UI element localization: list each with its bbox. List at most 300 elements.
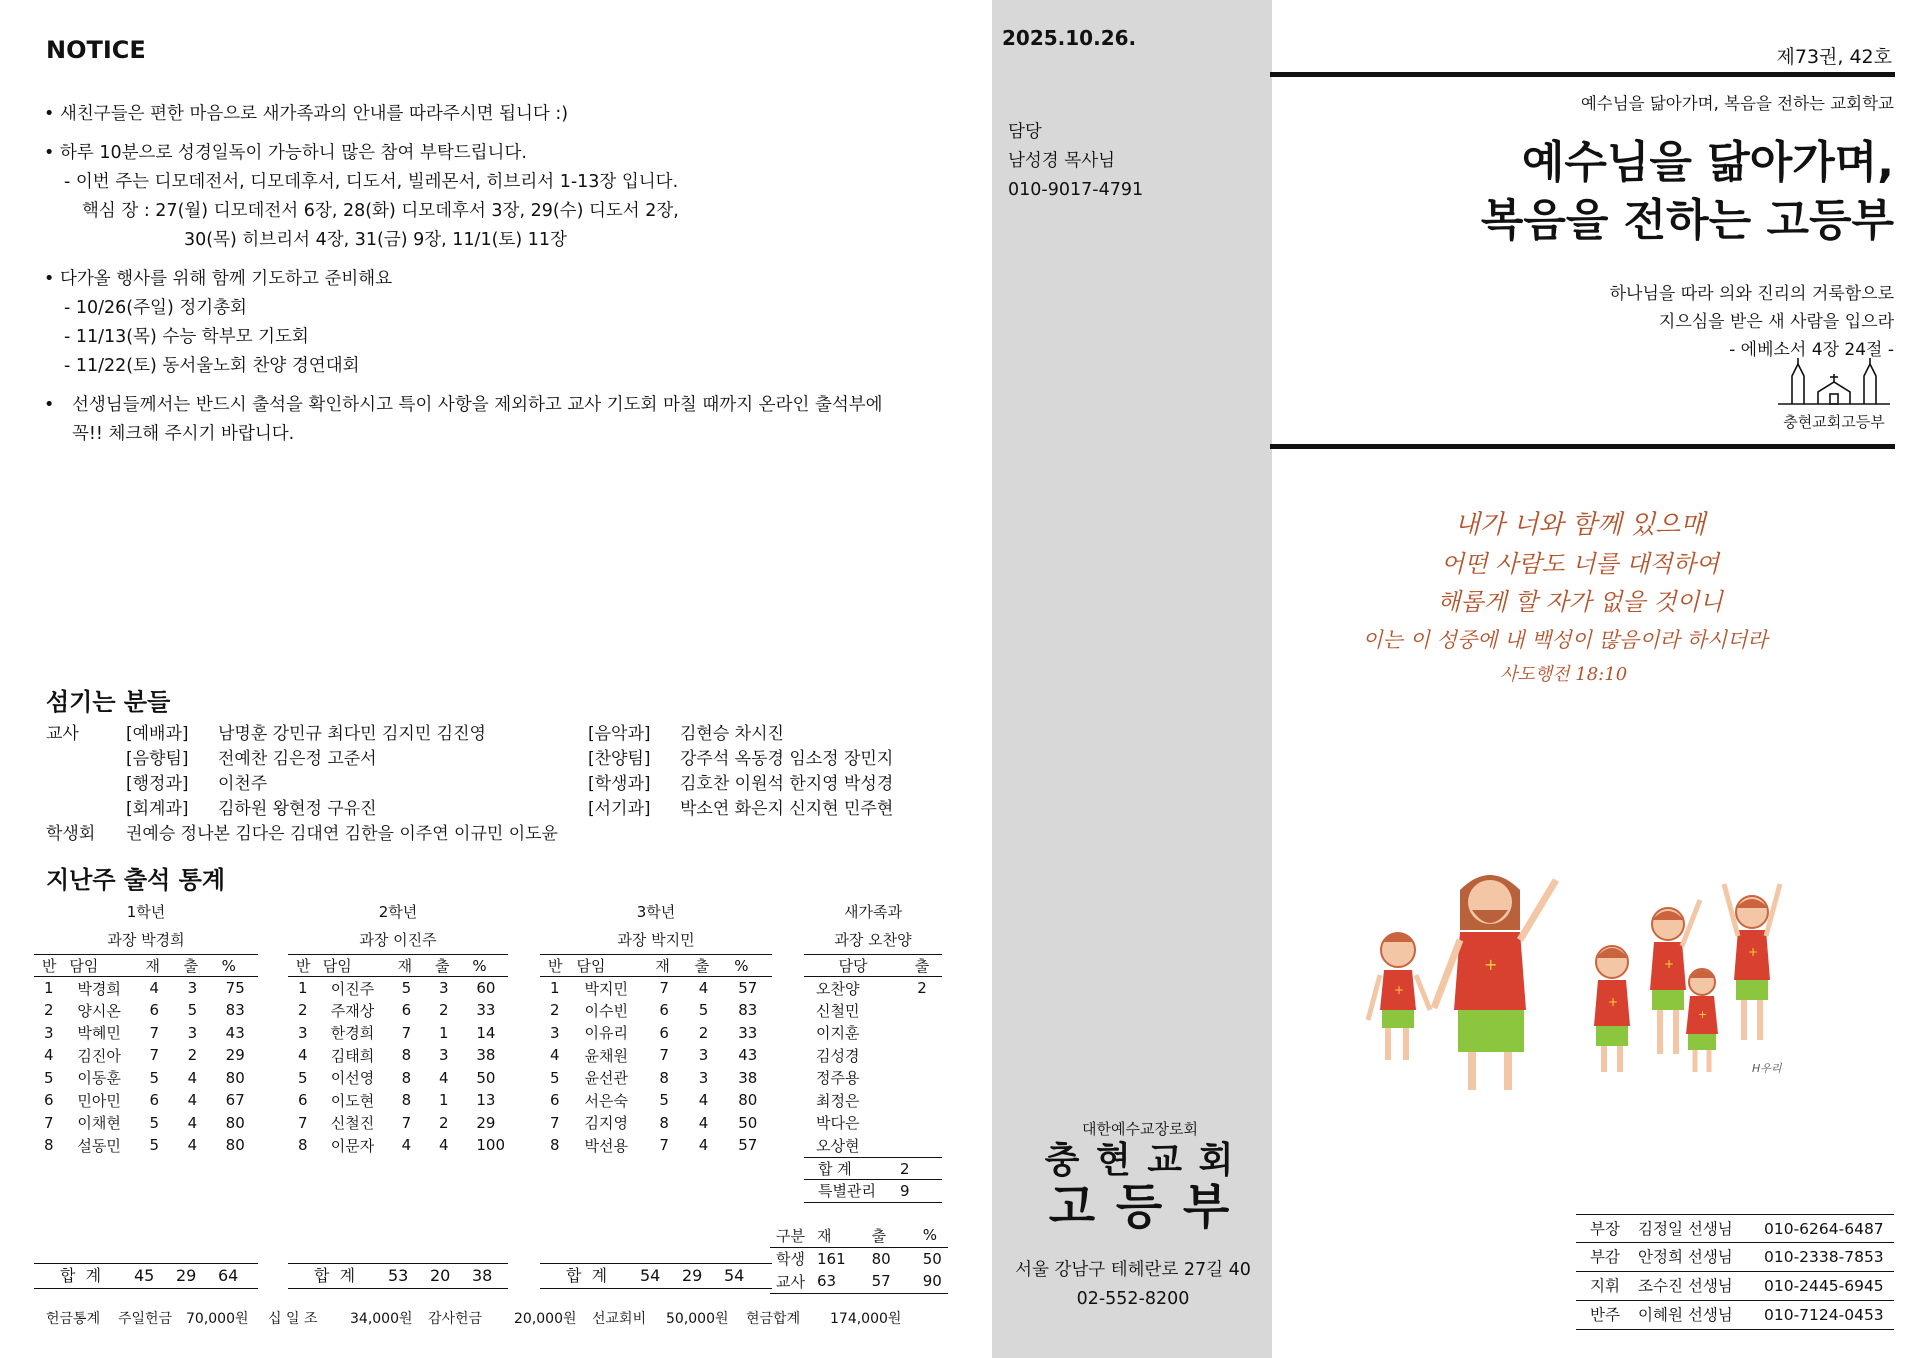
- table-cell: 2: [438, 1113, 449, 1132]
- offering-label: 현금합계: [746, 1311, 801, 1327]
- student-names: 권예승 정나본 김다은 김대연 김한을 이주연 이규민 이도윤: [126, 824, 558, 844]
- table-row: [804, 1022, 942, 1045]
- table-cell: 양시온: [77, 1001, 121, 1020]
- offering-label: 감사헌금: [428, 1311, 483, 1327]
- column-header: 담임: [65, 955, 141, 977]
- column-header: 재: [394, 955, 431, 977]
- table-cell: 67: [225, 1091, 245, 1110]
- grade-name: 2학년: [378, 903, 418, 921]
- table-cell: 100: [476, 1136, 506, 1155]
- table-cell: 4: [698, 1113, 709, 1132]
- column-header: %: [468, 955, 508, 977]
- mid-rule: [1270, 444, 1895, 449]
- grade-table: [288, 898, 508, 1157]
- table-cell: 1: [438, 1091, 449, 1110]
- table-cell: 4: [298, 1046, 308, 1065]
- table-row: [34, 977, 258, 1000]
- grade-total: [34, 1263, 258, 1289]
- staff-phone: 010-2338-7853: [1764, 1248, 1884, 1266]
- table-cell: 3: [698, 1068, 709, 1087]
- table-row: [34, 1089, 258, 1112]
- table-cell: 8: [401, 1046, 412, 1065]
- table-cell: 2: [298, 1001, 308, 1020]
- church-address: [1002, 1256, 1264, 1314]
- handwriting-line: 어떤 사람도 너를 대적하여: [1441, 550, 1719, 578]
- table-cell: 3: [187, 1023, 198, 1042]
- staff-role: 지휘: [1590, 1277, 1620, 1295]
- table-row: [540, 1044, 772, 1067]
- table-cell: 5: [298, 1068, 308, 1087]
- table-cell: 3: [550, 1023, 560, 1042]
- contact-phone: 010-9017-4791: [1008, 180, 1144, 200]
- table-row: [540, 1089, 772, 1112]
- table-cell: 3: [298, 1023, 308, 1042]
- table-cell: [902, 1067, 942, 1090]
- column-header: 출: [180, 955, 218, 977]
- staff-name: 안정희 선생님: [1638, 1248, 1733, 1266]
- table-cell: 7: [149, 1046, 160, 1065]
- summary-cell: 80: [871, 1249, 891, 1268]
- total-value: 2: [900, 1159, 910, 1178]
- serve-list: [46, 722, 940, 847]
- table-row: [540, 999, 772, 1022]
- children-illustration: [1360, 840, 1790, 1110]
- notice-subtext: 꼭!! 체크해 주시기 바랍니다.: [72, 424, 295, 444]
- table-cell: 50: [476, 1068, 496, 1087]
- grade-lead: 과장 박지민: [617, 931, 695, 949]
- table-row: [288, 1112, 508, 1135]
- total-cell: 20: [430, 1266, 451, 1285]
- dept-names: 강주석 옥동경 임소정 장민지: [680, 749, 894, 769]
- column-header: 반: [34, 955, 65, 977]
- table-cell: 7: [44, 1113, 54, 1132]
- table-cell: 50: [738, 1113, 758, 1132]
- summary-header: 출: [871, 1226, 887, 1245]
- summary-cell: 161: [816, 1249, 846, 1268]
- dept-names: 이천주: [218, 774, 268, 794]
- table-cell: 이선영: [330, 1069, 375, 1088]
- staff-role: 부장: [1590, 1220, 1620, 1238]
- table-row: [804, 1089, 942, 1112]
- table-row: [804, 1067, 942, 1090]
- table-cell: 김태희: [330, 1046, 375, 1065]
- dept-label: [음향팀]: [126, 749, 189, 769]
- table-cell: 60: [476, 979, 496, 997]
- table-cell: 이채현: [77, 1114, 121, 1133]
- child-figure: [1368, 933, 1430, 1060]
- table-cell: 4: [401, 1136, 412, 1155]
- table-cell: 3: [438, 1046, 449, 1065]
- table-cell: 설동민: [77, 1136, 121, 1155]
- cover-title-line: 예수님을 닮아가며,: [1521, 137, 1894, 188]
- total-label: 합 계: [818, 1159, 852, 1178]
- table-cell: 29: [476, 1113, 496, 1132]
- handwriting-reference: 사도행전 18:10: [1500, 664, 1628, 685]
- total-cell: 29: [176, 1266, 197, 1285]
- table-row: [288, 1022, 508, 1045]
- svg-text:+: +: [1394, 983, 1405, 997]
- grade-name: 1학년: [126, 903, 166, 921]
- cover-title-line: 복음을 전하는 고등부: [1480, 195, 1894, 246]
- table-cell: [902, 1022, 942, 1045]
- total-cell: 29: [682, 1266, 703, 1285]
- offering-value: 70,000원: [186, 1311, 249, 1327]
- newfamily-special: [804, 1180, 942, 1203]
- table-cell: 13: [476, 1091, 496, 1110]
- table-row: [34, 1134, 258, 1157]
- table-cell: 오찬양: [816, 979, 860, 998]
- notice-subtext: 30(목) 히브리서 4장, 31(금) 9장, 11/1(토) 11장: [184, 230, 567, 250]
- staff-role: 부감: [1590, 1248, 1620, 1266]
- table-cell: 57: [738, 1136, 758, 1155]
- total-cell: 54: [724, 1266, 745, 1285]
- staff-name: 조수진 선생님: [1638, 1277, 1733, 1295]
- church-phone: 02-552-8200: [1076, 1289, 1190, 1309]
- table-cell: 7: [401, 1023, 412, 1042]
- grade-total: [540, 1263, 772, 1289]
- table-cell: 이진주: [330, 979, 375, 998]
- summary-table: [770, 1224, 948, 1294]
- child-figure: [1686, 969, 1718, 1072]
- svg-text:+: +: [1748, 945, 1759, 959]
- table-row: [34, 999, 258, 1022]
- table-cell: 80: [225, 1068, 245, 1087]
- issue-number: 제73권, 42호: [1776, 46, 1892, 68]
- child-figure: [1724, 884, 1780, 1040]
- table-row: [804, 977, 942, 1000]
- column-header: %: [730, 955, 772, 977]
- table-cell: 정주용: [816, 1069, 860, 1088]
- svg-text:+: +: [1664, 957, 1675, 971]
- table-row: [34, 1067, 258, 1090]
- staff-phone: 010-2445-6945: [1764, 1277, 1884, 1295]
- total-cell: 합 계: [60, 1266, 102, 1285]
- total-cell: 45: [134, 1266, 155, 1285]
- serve-label: 교사: [46, 724, 79, 744]
- total-cell: 54: [640, 1266, 661, 1285]
- table-row: [540, 1134, 772, 1157]
- serve-row: [46, 772, 940, 797]
- notice-subtext: - 11/13(목) 수능 학부모 기도회: [64, 327, 309, 347]
- table-cell: [902, 1134, 942, 1157]
- table-cell: 오상현: [816, 1136, 860, 1155]
- summary-cell: 90: [922, 1272, 942, 1291]
- table-cell: 6: [401, 1001, 412, 1020]
- newfamily-total: [804, 1157, 942, 1180]
- dept-label: [음악과]: [588, 724, 651, 744]
- table-cell: 8: [401, 1091, 412, 1110]
- table-cell: 3: [44, 1023, 54, 1042]
- table-cell: 이문자: [330, 1136, 375, 1155]
- notice-subtext: - 10/26(주일) 정기총회: [64, 298, 247, 318]
- table-cell: 4: [187, 1091, 198, 1110]
- summary-header: 구분: [776, 1226, 805, 1245]
- staff-row: [1576, 1243, 1894, 1272]
- table-cell: 윤채원: [584, 1046, 628, 1065]
- svg-text:+: +: [1484, 955, 1498, 974]
- table-cell: 6: [659, 1001, 669, 1020]
- table-cell: 최정은: [816, 1091, 860, 1110]
- table-cell: 3: [438, 979, 449, 997]
- notice-text: 하루 10분으로 성경일독이 가능하니 많은 참여 부탁드립니다.: [60, 143, 527, 163]
- table-cell: 38: [476, 1046, 496, 1065]
- total-cell: 53: [388, 1266, 409, 1285]
- table-cell: 5: [149, 1113, 160, 1132]
- notice-item: • 새친구들은 편한 마음으로 새가족과의 안내를 따라주시면 됩니다 :): [44, 104, 569, 124]
- table-cell: 김진아: [77, 1046, 121, 1065]
- summary-cell: 50: [922, 1249, 942, 1268]
- total-cell: 합 계: [314, 1266, 356, 1285]
- table-cell: 80: [225, 1136, 245, 1155]
- table-cell: 8: [298, 1136, 308, 1155]
- table-cell: 7: [659, 1136, 669, 1155]
- notice-item: • 선생님들께서는 반드시 출석을 확인하시고 특이 사항을 제외하고 교사 기도회 마칠 때까지 온라인 출석부에 꼭!! 체크해 주시기 바랍니다.: [44, 391, 944, 449]
- table-cell: 5: [550, 1068, 560, 1087]
- table-row: [540, 1067, 772, 1090]
- dept-label: [회계과]: [126, 799, 189, 819]
- table-cell: 4: [698, 1136, 709, 1155]
- table-cell: 4: [149, 979, 160, 997]
- table-cell: 5: [187, 1001, 198, 1020]
- table-cell: 6: [44, 1091, 54, 1110]
- child-figure: [1594, 946, 1630, 1072]
- grade-lead: 과장 박경희: [107, 931, 185, 949]
- newfamily-lead: 과장 오찬양: [834, 931, 912, 949]
- table-cell: 4: [698, 979, 709, 997]
- mini-logo-text: 충현교회고등부: [1783, 413, 1885, 431]
- table-cell: 3: [187, 979, 198, 997]
- cover-verse: [1610, 280, 1894, 364]
- table-row: [288, 1089, 508, 1112]
- table-cell: 신철진: [330, 1114, 375, 1133]
- table-cell: 박혜민: [77, 1024, 121, 1043]
- summary-cell: 63: [816, 1272, 837, 1291]
- notice-subtext: - 11/22(토) 동서울노회 찬양 경연대회: [64, 356, 360, 376]
- pastor-contact: [1008, 118, 1143, 205]
- table-cell: 이도현: [330, 1091, 375, 1110]
- svg-text:+: +: [1608, 995, 1619, 1009]
- dept-label: [찬양팀]: [588, 749, 651, 769]
- dept-label: [학생과]: [588, 774, 651, 794]
- dept-label: [서기과]: [588, 799, 651, 819]
- table-cell: 김성경: [816, 1046, 860, 1065]
- table-row: [288, 1044, 508, 1067]
- staff-phone: 010-7124-0453: [1764, 1306, 1884, 1324]
- handwriting-line: 이는 이 성중에 내 백성이 많음이라 하시더라: [1362, 628, 1768, 652]
- notice-subtext: 핵심 장 : 27(월) 디모데전서 6장, 28(화) 디모데후서 3장, 29(수) 디도서 2장,: [82, 201, 679, 221]
- table-cell: 80: [738, 1091, 758, 1110]
- cover-title: [1481, 134, 1894, 250]
- offering-value: 50,000원: [666, 1311, 729, 1327]
- table-row: [540, 1022, 772, 1045]
- table-cell: 2: [698, 1023, 709, 1042]
- summary-header: %: [922, 1226, 937, 1245]
- notice-title: NOTICE: [46, 36, 146, 64]
- logo-line: 충 현 교 회: [1044, 1139, 1236, 1181]
- table-cell: 7: [659, 979, 669, 997]
- bulletin-date: 2025.10.26.: [1002, 26, 1137, 50]
- table-cell: 80: [225, 1113, 245, 1132]
- table-row: [804, 1134, 942, 1157]
- table-cell: 2: [550, 1001, 560, 1020]
- special-label: 특별관리: [818, 1181, 876, 1200]
- notice-item: • 하루 10분으로 성경일독이 가능하니 많은 참여 부탁드립니다. - 이번 주는 디모데전서, 디모데후서, 디도서, 빌레몬서, 히브리서 1-13장 입니다. 핵심 장 : 27(월) 디모데전서 6장, 28(화) 디모데후서 3장, 29(수) 디도서 2장, 30(목) 히브리서 4장, 31(금) 9장, 11/1(토) 11장: [44, 139, 944, 255]
- table-cell: 신철민: [816, 1001, 860, 1020]
- table-row: [34, 1044, 258, 1067]
- table-cell: 43: [738, 1046, 758, 1065]
- table-cell: 38: [738, 1068, 758, 1087]
- table-cell: 5: [149, 1136, 160, 1155]
- table-cell: 83: [225, 1001, 245, 1020]
- table-cell: 4: [698, 1091, 709, 1110]
- table-cell: 75: [225, 979, 245, 997]
- table-cell: 5: [44, 1068, 54, 1087]
- attendance-title: 지난주 출석 통계: [46, 866, 225, 894]
- handwritten-verse: [1362, 505, 1790, 691]
- motto-small: 예수님을 닮아가며, 복음을 전하는 교회학교: [1580, 94, 1894, 113]
- table-cell: [902, 1112, 942, 1135]
- staff-row: [1576, 1214, 1894, 1243]
- table-row: [804, 1044, 942, 1067]
- offering-value: 34,000원: [350, 1311, 413, 1327]
- offering-value: 20,000원: [514, 1311, 577, 1327]
- column-header: 담당: [804, 955, 902, 977]
- table-cell: 6: [659, 1023, 669, 1042]
- summary-cell: 학생: [776, 1250, 805, 1269]
- grade-total: [288, 1263, 508, 1289]
- column-header: 반: [540, 955, 572, 977]
- notice-text: 새친구들은 편한 마음으로 새가족과의 안내를 따라주시면 됩니다 :): [60, 104, 569, 124]
- newfamily-name: 새가족과: [844, 903, 902, 921]
- total-cell: 38: [472, 1266, 493, 1285]
- verse-line: 지으심을 받은 새 사람을 입으라: [1658, 312, 1894, 332]
- table-cell: [902, 1044, 942, 1067]
- summary-header: 재: [816, 1226, 832, 1245]
- table-cell: 1: [44, 979, 54, 997]
- table-cell: 33: [738, 1023, 758, 1042]
- table-cell: 박다은: [816, 1114, 860, 1133]
- staff-table: [1576, 1214, 1894, 1330]
- serve-row: [46, 822, 940, 847]
- total-cell: 64: [218, 1266, 239, 1285]
- table-cell: 7: [659, 1046, 669, 1065]
- table-cell: 김지영: [584, 1114, 628, 1133]
- staff-row: [1576, 1301, 1894, 1330]
- top-rule: [1270, 72, 1895, 77]
- dept-names: 김호찬 이원석 한지영 박성경: [680, 774, 894, 794]
- table-row: [288, 1134, 508, 1157]
- offering-label: 십 일 조: [268, 1311, 318, 1327]
- table-cell: 1: [438, 1023, 449, 1042]
- table-cell: 박경희: [77, 979, 121, 998]
- table-cell: 7: [401, 1113, 412, 1132]
- handwriting-line: 내가 너와 함께 있으매: [1454, 510, 1706, 540]
- table-cell: 이유리: [584, 1024, 628, 1043]
- verse-reference: - 에베소서 4장 24절 -: [1729, 340, 1894, 360]
- table-cell: 5: [698, 1001, 709, 1020]
- table-cell: 5: [401, 979, 412, 997]
- table-cell: 한경희: [330, 1024, 375, 1043]
- table-cell: 서은숙: [584, 1091, 628, 1110]
- notice-item: • 다가올 행사를 위해 함께 기도하고 준비해요 - 10/26(주일) 정기총회 - 11/13(목) 수능 학부모 기도회 - 11/22(토) 동서울노회 찬양 경연대회: [44, 265, 944, 381]
- dept-logo: [1774, 358, 1894, 432]
- table-cell: 3: [698, 1046, 709, 1065]
- table-cell: 2: [44, 1001, 54, 1020]
- table-cell: [902, 1089, 942, 1112]
- dept-names: 남명훈 강민규 최다민 김지민 김진영: [218, 724, 486, 744]
- table-cell: 8: [659, 1113, 669, 1132]
- table-cell: 7: [298, 1113, 308, 1132]
- table-cell: 7: [550, 1113, 560, 1132]
- handwriting-line: 해롭게 할 자가 없을 것이니: [1437, 588, 1723, 616]
- staff-name: 이혜원 선생님: [1638, 1306, 1733, 1324]
- table-row: [288, 999, 508, 1022]
- table-cell: 6: [298, 1091, 308, 1110]
- staff-name: 김정일 선생님: [1638, 1220, 1733, 1238]
- column-header: %: [218, 955, 258, 977]
- table-cell: 83: [738, 1001, 758, 1020]
- staff-phone: 010-6264-6487: [1764, 1220, 1884, 1238]
- grade-table: [540, 898, 772, 1157]
- special-value: 9: [900, 1181, 910, 1200]
- serve-row: [46, 747, 940, 772]
- table-cell: 8: [550, 1136, 560, 1155]
- contact-name: 남성경 목사님: [1008, 151, 1115, 171]
- serve-label: 학생회: [46, 824, 96, 844]
- logo-small-text: 대한예수교장로회: [1082, 1120, 1198, 1138]
- table-row: [34, 1022, 258, 1045]
- table-cell: 6: [149, 1001, 160, 1020]
- column-header: 담임: [319, 955, 394, 977]
- summary-cell: 교사: [776, 1272, 805, 1291]
- table-row: [288, 977, 508, 1000]
- staff-row: [1576, 1272, 1894, 1301]
- notice-list: [44, 100, 944, 449]
- table-cell: 5: [659, 1091, 669, 1110]
- table-cell: 4: [438, 1136, 449, 1155]
- summary-cell: 57: [871, 1272, 891, 1291]
- column-header: 재: [142, 955, 180, 977]
- staff-role: 반주: [1590, 1306, 1620, 1324]
- table-cell: 박지민: [584, 979, 628, 998]
- church-logo: [1030, 1118, 1250, 1233]
- table-cell: 4: [187, 1136, 198, 1155]
- contact-label: 담당: [1008, 122, 1042, 142]
- dept-names: 전예찬 김은정 고준서: [218, 749, 377, 769]
- column-header: 담임: [572, 955, 651, 977]
- grade-name: 3학년: [636, 903, 676, 921]
- grade-lead: 과장 이진주: [359, 931, 437, 949]
- table-cell: 4: [438, 1068, 449, 1087]
- table-cell: 14: [476, 1023, 496, 1042]
- table-cell: 4: [550, 1046, 560, 1065]
- table-cell: 29: [225, 1046, 245, 1065]
- table-cell: 4: [187, 1068, 198, 1087]
- table-cell: 7: [149, 1023, 160, 1042]
- table-cell: 주재상: [330, 1001, 375, 1020]
- column-header: 출: [691, 955, 730, 977]
- table-row: [804, 999, 942, 1022]
- grade-table: [34, 898, 258, 1157]
- dept-label: [예배과]: [126, 724, 189, 744]
- serve-title: 섬기는 분들: [46, 688, 171, 716]
- notice-text: 선생님들께서는 반드시 출석을 확인하시고 특이 사항을 제외하고 교사 기도회 마칠 때까지 온라인 출석부에: [72, 395, 883, 415]
- table-cell: 4: [44, 1046, 54, 1065]
- table-cell: 57: [738, 979, 758, 997]
- table-cell: [902, 999, 942, 1022]
- table-cell: 6: [149, 1091, 160, 1110]
- table-cell: 8: [401, 1068, 412, 1087]
